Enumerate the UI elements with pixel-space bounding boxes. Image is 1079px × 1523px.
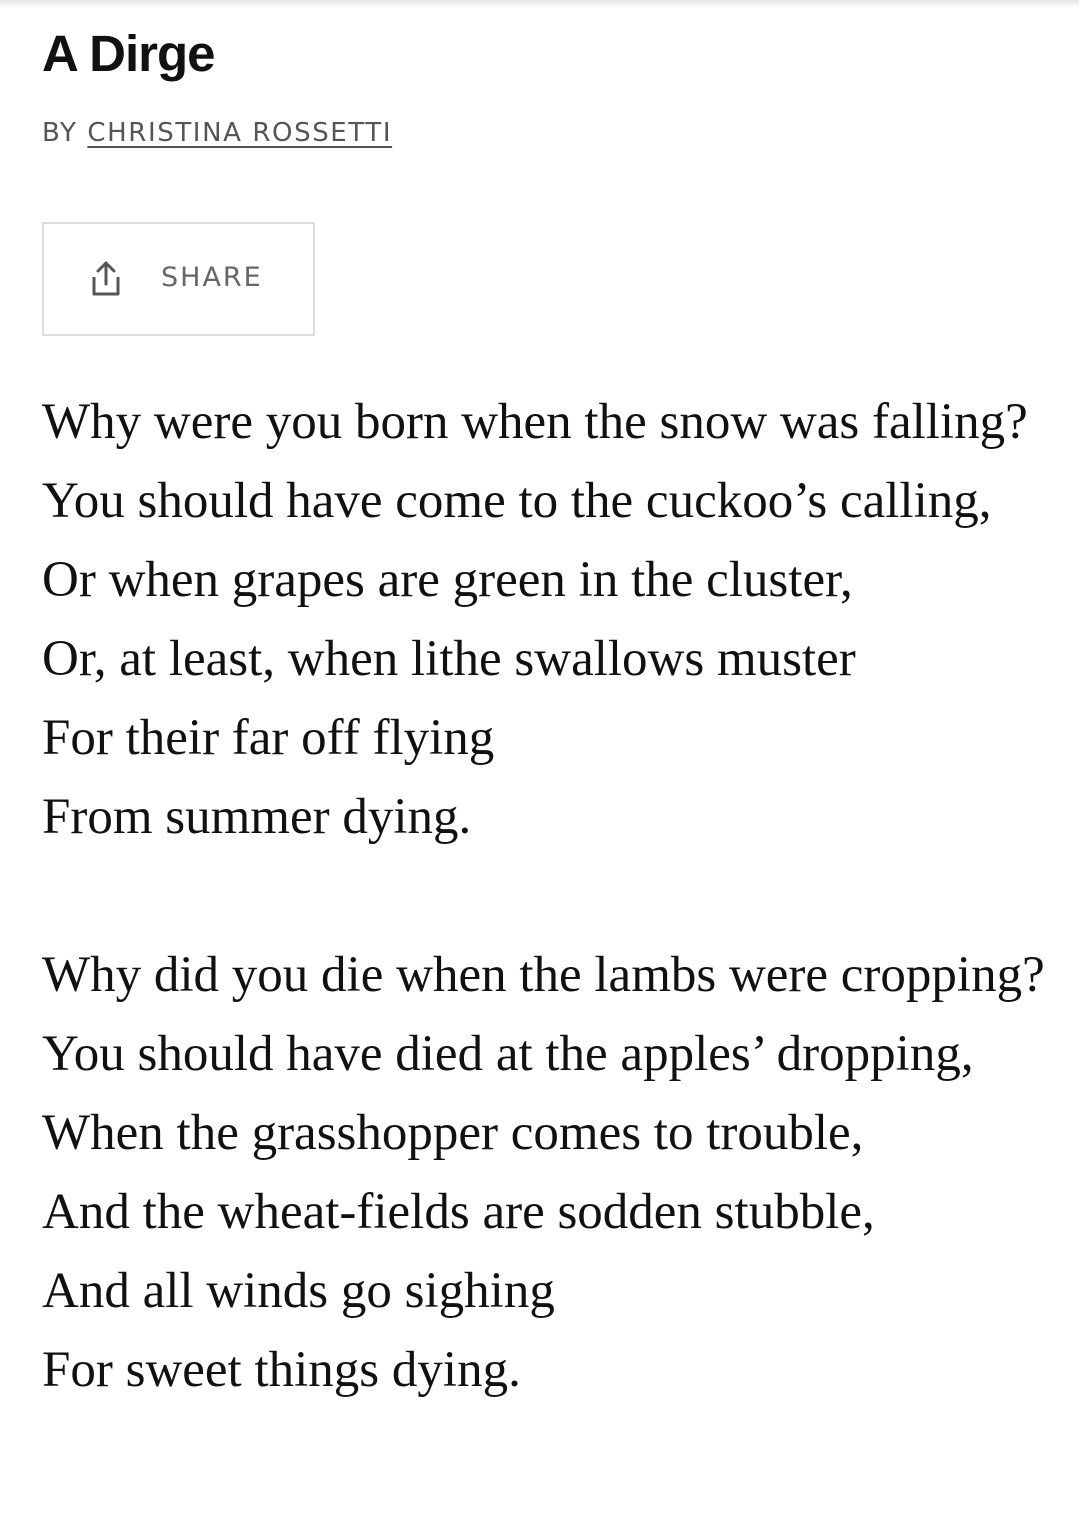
poem-line: For sweet things dying. xyxy=(42,1342,521,1398)
poem-line: Why were you born when the snow was falling? xyxy=(42,394,1028,450)
stanza xyxy=(42,383,1072,857)
poem-title: A Dirge xyxy=(42,25,215,82)
poem-line: You should have come to the cuckoo’s calling, xyxy=(42,473,992,529)
header-shadow xyxy=(0,0,1079,8)
poem-line: Why did you die when the lambs were cropping? xyxy=(42,947,1045,1003)
stanza xyxy=(42,936,1072,1410)
poem-line: For their far off flying xyxy=(42,710,495,766)
share-label: SHARE xyxy=(161,262,263,293)
poem-line: Or when grapes are green in the cluster, xyxy=(42,552,853,608)
poem-line: Or, at least, when lithe swallows muster xyxy=(42,631,856,687)
byline-prefix: BY xyxy=(42,118,88,148)
byline xyxy=(42,116,392,150)
poem-body xyxy=(42,383,1072,1489)
poem-line: When the grasshopper comes to trouble, xyxy=(42,1105,864,1161)
poem-line: And the wheat-fields are sodden stubble, xyxy=(42,1184,875,1240)
poem-line: You should have died at the apples’ dropping, xyxy=(42,1026,974,1082)
author-link[interactable]: CHRISTINA ROSSETTI xyxy=(87,118,393,148)
share-button[interactable] xyxy=(42,222,315,336)
poem-line: And all winds go sighing xyxy=(42,1263,555,1319)
share-icon xyxy=(89,260,123,298)
poem-line: From summer dying. xyxy=(42,789,472,845)
